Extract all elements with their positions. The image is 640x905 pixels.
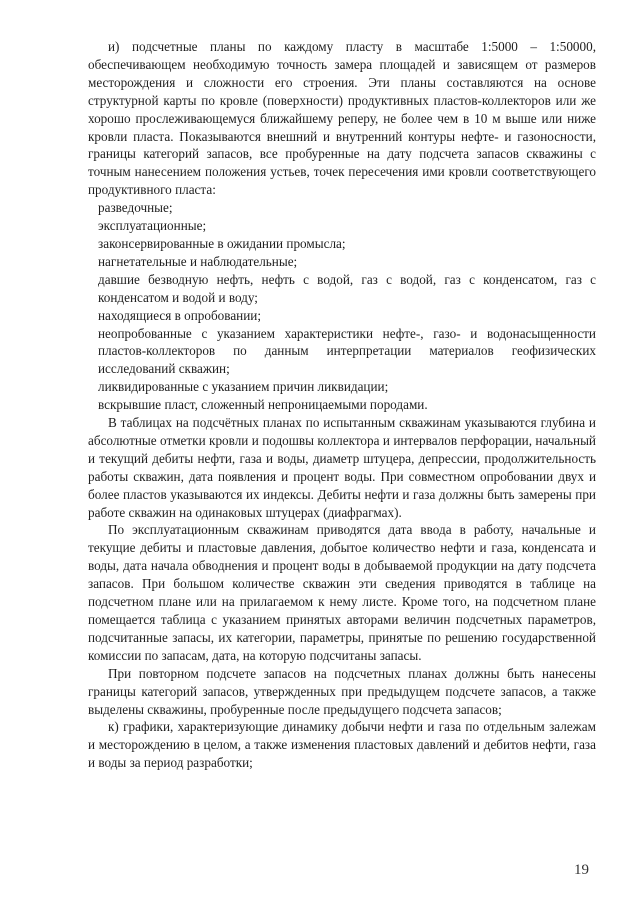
list-item: законсервированные в ожидании промысла; — [98, 235, 346, 251]
paragraph-tables: В таблицах на подсчётных планах по испытанным скважинам указываются глубина и абсолютные отметки кровли и подошвы коллектора и интервалов перфорации, начальный и текущий дебиты нефти, газа и воды, диаметр штуцера, депрессии, продолжительность работы скважин, дата появления и процент воды. При совместном опробовании двух и более пластов указываются их индексы. Дебиты нефти и газа должны быть замерены при работе скважин на одинаковых штуцерах (диафрагмах). — [88, 415, 596, 520]
paragraph-subplans: и) подсчетные планы по каждому пласту в масштабе 1:5000 – 1:50000, обеспечивающем необходимую точность замера площадей и зависящем от размеров месторождения и сложности его строения. Эти планы составляются на основе структурной карты по кровле (поверхности) продуктивных пластов-коллекторов или же хорошо прослеживающемуся ближайшему реперу, не более чем в 10 м выше или ниже кровли пласта. Показываются внешний и внутренний контуры нефте- и газоносности, границы категорий запасов, все пробуренные на дату подсчета запасов скважины с точным нанесением положения устьев, точек пересечения ими кровли соответствующего продуктивного пласта: — [88, 39, 596, 198]
paragraph-graphs: к) графики, характеризующие динамику добычи нефти и газа по отдельным залежам и месторождению в целом, а также изменения пластовых давлений и дебитов нефти, газа и воды за период разработки; — [88, 719, 596, 771]
list-item: неопробованные с указанием характеристики нефте-, газо- и водонасыщенности пластов-коллекторов по данным интерпретации материалов геофизических исследований скважин; — [98, 325, 596, 377]
list-item: ликвидированные с указанием причин ликвидации; — [98, 379, 389, 395]
paragraph-recount: При повторном подсчете запасов на подсчетных планах должны быть нанесены границы категорий запасов, утвержденных при предыдущем подсчете запасов, а также выделены скважины, пробуренные после предыдущего подсчета запасов; — [88, 665, 596, 717]
well-types-list — [88, 199, 596, 414]
paragraph-exploitation-wells: По эксплуатационным скважинам приводятся дата ввода в работу, начальные и текущие дебиты и пластовые давления, добытое количество нефти и газа, конденсата и воды, дата начала обводнения и процент воды в добываемой продукции на дату подсчета запасов. При большом количестве скважин эти сведения приводятся в таблице на подсчетном плане или на прилагаемом к нему листе. Кроме того, на подсчетном плане помещается таблица с указанием принятых авторами величин подсчетных параметров, подсчитанные запасы, их категории, параметры, принятые по решению государственной комиссии по запасам, дата, на которую подсчитаны запасы. — [88, 522, 596, 663]
list-item: разведочные; — [98, 200, 173, 216]
document-page — [88, 38, 596, 772]
list-item: нагнетательные и наблюдательные; — [98, 253, 298, 269]
list-item: давшие безводную нефть, нефть с водой, газ с водой, газ с конденсатом, газ с конденсатом и водой и воду; — [98, 271, 596, 305]
list-item: находящиеся в опробовании; — [98, 307, 262, 323]
page-number: 19 — [574, 862, 589, 878]
list-item: эксплуатационные; — [98, 218, 207, 234]
list-item: вскрывшие пласт, сложенный непроницаемыми породами. — [98, 397, 428, 413]
